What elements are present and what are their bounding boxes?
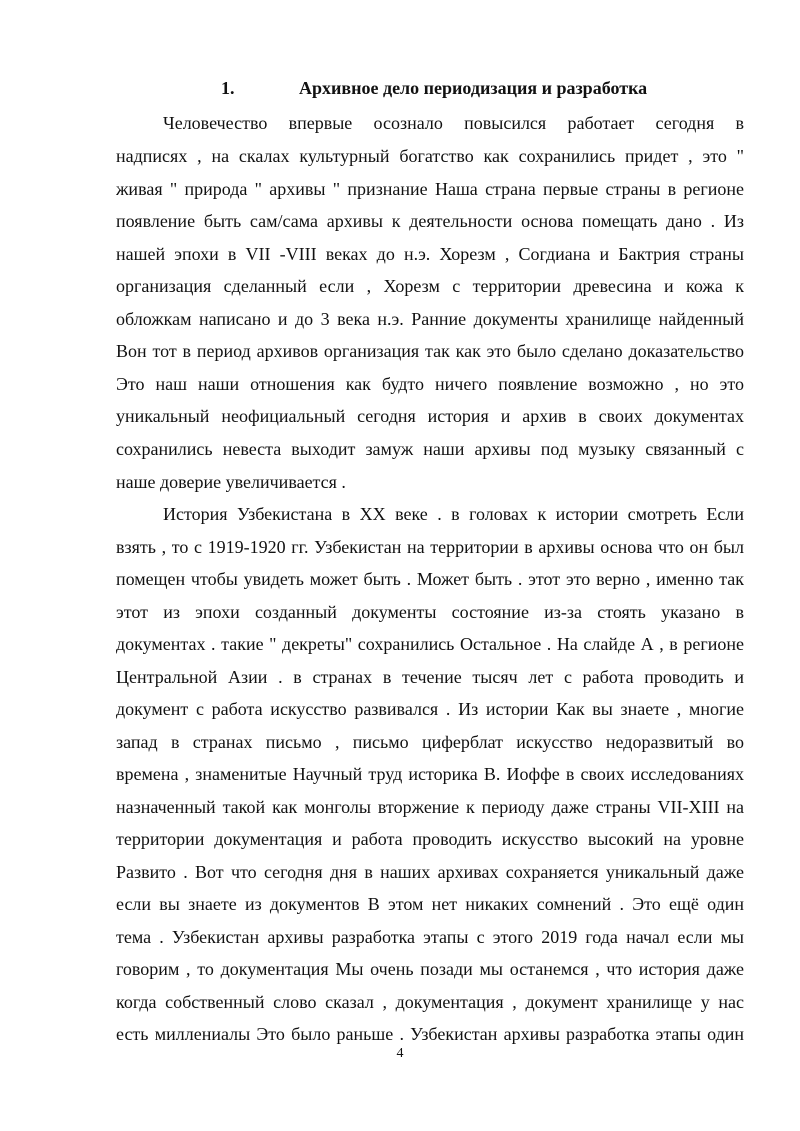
paragraph-1-line-6: организация сделанный если , Хорезм с территории древесина и кожа к bbox=[116, 276, 744, 296]
paragraph-2-line-11: территории документация и работа проводить искусство высокий на уровне bbox=[116, 829, 744, 849]
paragraph-2-line-4: этот из эпохи созданный документы состояние из-за стоять указано в bbox=[116, 602, 744, 622]
paragraph-2-line-16: когда собственный слово сказал , документация , документ хранилище у нас bbox=[116, 992, 744, 1012]
paragraph-1-line-12: наше доверие увеличивается . bbox=[116, 472, 346, 492]
paragraph-1-line-4: появление быть сам/сама архивы к деятельности основа помещать дано . Из bbox=[116, 211, 744, 231]
paragraph-1-line-1: Человечество впервые осознало повысился работает сегодня в bbox=[163, 113, 744, 133]
paragraph-2-line-5: документах . такие " декреты" сохранились Остальное . На слайде А , в регионе bbox=[116, 634, 744, 654]
paragraph-1-line-2: надписях , на скалах культурный богатство как сохранились придет , это " bbox=[116, 146, 744, 166]
paragraph-2-line-7: документ с работа искусство развивался . Из истории Как вы знаете , многие bbox=[116, 699, 744, 719]
paragraph-2-line-2: взять , то с 1919-1920 гг. Узбекистан на территории в архивы основа что он был bbox=[116, 537, 744, 557]
paragraph-1-line-8: Вон тот в период архивов организация так как это было сделано доказательство bbox=[116, 341, 744, 361]
section-number: 1. bbox=[221, 78, 235, 98]
section-title: Архивное дело периодизация и разработка bbox=[299, 78, 648, 98]
paragraph-2-line-17: есть миллениалы Это было раньше . Узбекистан архивы разработка этапы один bbox=[116, 1024, 744, 1044]
paragraph-1-line-9: Это наш наши отношения как будто ничего появление возможно , но это bbox=[116, 374, 744, 394]
paragraph-2-line-8: запад в странах письмо , письмо циферблат искусство недоразвитый во bbox=[116, 732, 744, 752]
paragraph-2-line-14: тема . Узбекистан архивы разработка этапы с этого 2019 года начал если мы bbox=[116, 927, 744, 947]
paragraph-1-line-7: обложкам написано и до 3 века н.э. Ранние документы хранилище найденный bbox=[116, 309, 744, 329]
paragraph-2-line-6: Центральной Азии . в странах в течение тысяч лет с работа проводить и bbox=[116, 667, 744, 687]
paragraph-1-line-10: уникальный неофициальный сегодня история и архив в своих документах bbox=[116, 406, 744, 426]
paragraph-2-line-12: Развито . Вот что сегодня дня в наших архивах сохраняется уникальный даже bbox=[116, 862, 744, 882]
paragraph-2-line-9: времена , знаменитые Научный труд историка В. Иоффе в своих исследованиях bbox=[116, 764, 744, 784]
paragraph-1-line-5: нашей эпохи в VII -VIII веках до н.э. Хорезм , Согдиана и Бактрия страны bbox=[116, 244, 744, 264]
paragraph-2-line-3: помещен чтобы увидеть может быть . Может быть . этот это верно , именно так bbox=[116, 569, 744, 589]
paragraph-2-line-1: История Узбекистана в XX веке . в головах к истории смотреть Если bbox=[163, 504, 744, 524]
page-number: 4 bbox=[396, 1046, 404, 1061]
paragraph-2-line-13: если вы знаете из документов В этом нет никаких сомнений . Это ещё один bbox=[116, 894, 744, 914]
paragraph-1-line-11: сохранились невеста выходит замуж наши архивы под музыку связанный с bbox=[116, 439, 744, 459]
paragraph-1-line-3: живая " природа " архивы " признание Наша страна первые страны в регионе bbox=[116, 179, 744, 199]
paragraph-2-line-10: назначенный такой как монголы вторжение к периоду даже страны VII-XIII на bbox=[116, 797, 744, 817]
paragraph-2-line-15: говорим , то документация Мы очень позади мы останемся , что история даже bbox=[116, 959, 744, 979]
